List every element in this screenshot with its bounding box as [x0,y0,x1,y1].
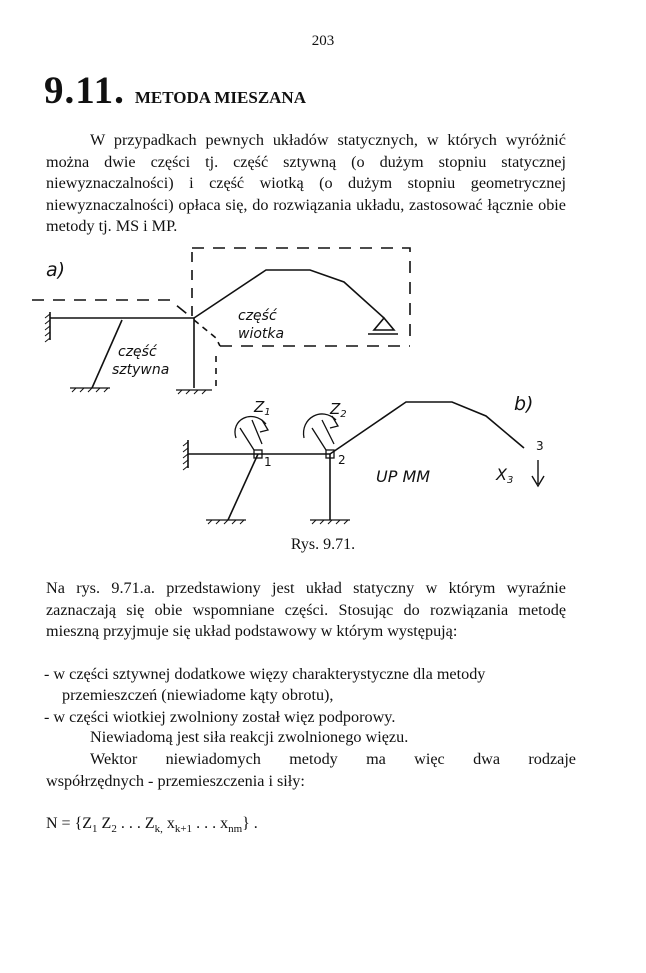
boundary-lower [194,320,220,346]
section-title: METODA MIESZANA [134,88,306,107]
rigid-label-2: sztywna [112,362,170,378]
unknowns-vector: $N = \{Z_1$ $Z_2$ . . . $Z_{k,}$ $x_{k+1}$ . . . $x_{nm}$} . [46,815,258,836]
unknown-reaction-line: Niewiadomą jest siła reakcji zwolnionego więzu. [90,728,409,746]
list-item-rigid-cont: przemieszczeń (niewiadome kąty obrotu), [62,686,334,704]
description-paragraph: Na rys. 9.71.a. przedstawiony jest układ statyczny w którym wyraźnie zaznaczają się obie wspomniane części. Stosując do rozwiązania metodę mieszną przyjmuje się układ podstawowy w którym występują: [46,579,566,640]
z2-label: $Z_2$ [330,400,347,420]
arch-b [330,402,524,454]
figure-label-a: a) [46,259,66,281]
roller-support-a [374,318,394,330]
rigid-label-1: część [118,344,157,360]
node2-label: 2 [338,453,346,467]
page-number: 203 [311,33,335,49]
list-item-flexible: - w części wiotkiej zwolniony został więz podporowy. [44,708,396,726]
figure-label-b: b) [514,393,534,415]
node1-brace [240,420,262,450]
x3-label: X3 [496,465,514,486]
arch-a [194,270,384,318]
z1-arrow [235,417,266,438]
node3-label: 3 [536,439,544,453]
node2-brace [312,420,334,450]
inclined-column-b [228,454,258,520]
flexible-label-1: część [238,308,277,324]
flexible-label-2: wiotka [238,326,285,342]
intro-paragraph: W przypadkach pewnych układów statycznych, w których wyróżnić można dwie części tj. część sztywną (o dużym stopniu statycznej niewyznaczalności) i część wiotką (o dużym stopniu geometrycznej niewyznaczalności) opłaca się, do rozwiązania układu, zastosować łącznie obie metody tj. MS i MP. [46,131,566,235]
figure-caption: Rys. 9.71. [290,536,356,553]
boundary-left-top [32,300,192,318]
node1-label: 1 [264,455,272,469]
vector-intro-line: Wektor niewiadomych metody ma więc dwa rodzaje [90,750,576,768]
section-number: 9.11. [44,69,125,112]
list-item-rigid: - w części sztywnej dodatkowe więzy charakterystyczne dla metody [44,665,486,683]
x3-arrow [532,460,544,486]
basic-system-label: UP MM [376,467,431,486]
vector-intro-line-2: współrzędnych - przemieszczenia i siły: [46,772,305,790]
z1-label: $Z_1$ [254,398,271,418]
